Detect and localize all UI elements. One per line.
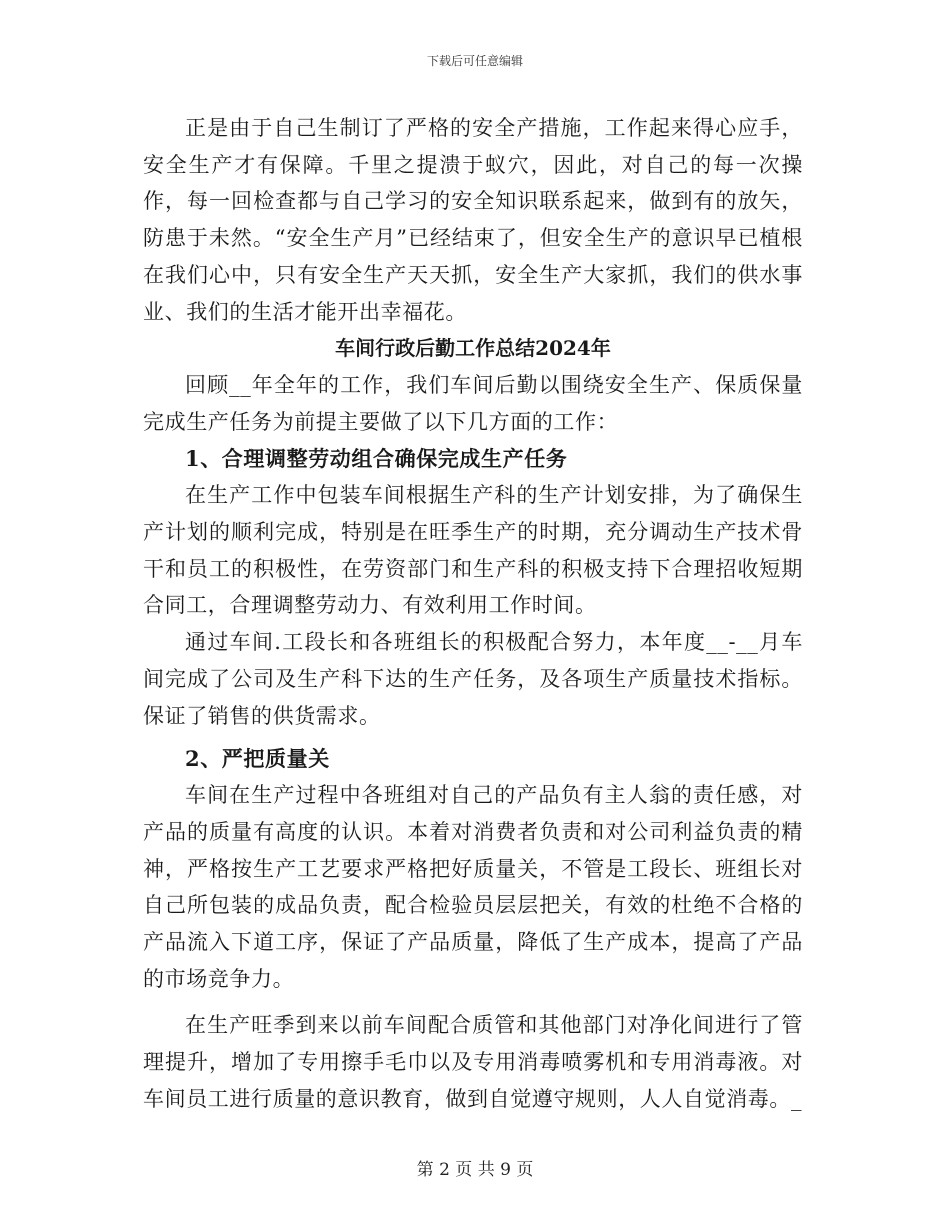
page-number: 第 2 页 共 9 页 [416,1160,534,1180]
document-body [143,110,803,1118]
paragraph-peak-season: 在生产旺季到来以前车间配合质管和其他部门对净化间进行了管理提升，增加了专用擦手毛巾以及专用消毒喷雾机和专用消毒液。对车间员工进行质量的意识教育，做到自觉遵守规则，人人自觉消毒。_ [143,1013,803,1111]
document-title: 车间行政后勤工作总结2024年 [335,336,611,361]
paragraph-quality-control: 车间在生产过程中各班组对自己的产品负有主人翁的责任感，对产品的质量有高度的认识。本着对消费者负责和对公司利益负责的精神，严格按生产工艺要求严格把好质量关，不管是工段长、班组长对自己所包装的成品负责，配合检验员层层把关，有效的杜绝不合格的产品流入下道工序，保证了产品质量，降低了生产成本，提高了产品的市场竞争力。 [143,783,803,991]
paragraph-production-tasks: 通过车间.工段长和各班组长的积极配合努力，本年度__-__月车间完成了公司及生产科下达的生产任务，及各项生产质量技术指标。保证了销售的供货需求。 [143,630,803,728]
paragraph-labor-adjustment: 在生产工作中包装车间根据生产科的生产计划安排，为了确保生产计划的顺利完成，特别是在旺季生产的时期，充分调动生产技术骨干和员工的积极性，在劳资部门和生产科的积极支持下合理招收短期合同工，合理调整劳动力、有效利用工作时间。 [143,483,803,618]
section-heading-quality: 2、严把质量关 [185,746,330,772]
paragraph-review-intro: 回顾__年全年的工作，我们车间后勤以围绕安全生产、保质保量完成生产任务为前提主要做了以下几方面的工作： [143,372,803,434]
page-header: 下载后可任意编辑 [426,54,523,68]
section-heading-labor: 1、合理调整劳动组合确保完成生产任务 [185,446,568,472]
paragraph-safety-conclusion: 正是由于自己生制订了严格的安全产措施，工作起来得心应手，安全生产才有保障。千里之提溃于蚁穴，因此，对自己的每一次操作，每一回检查都与自己学习的安全知识联系起来，做到有的放矢，防患于未然。“安全生产月”已经结束了，但安全生产的意识早已植根在我们心中，只有安全生产天天抓，安全生产大家抓，我们的供水事业、我们的生活才能开出幸福花。 [143,116,803,324]
